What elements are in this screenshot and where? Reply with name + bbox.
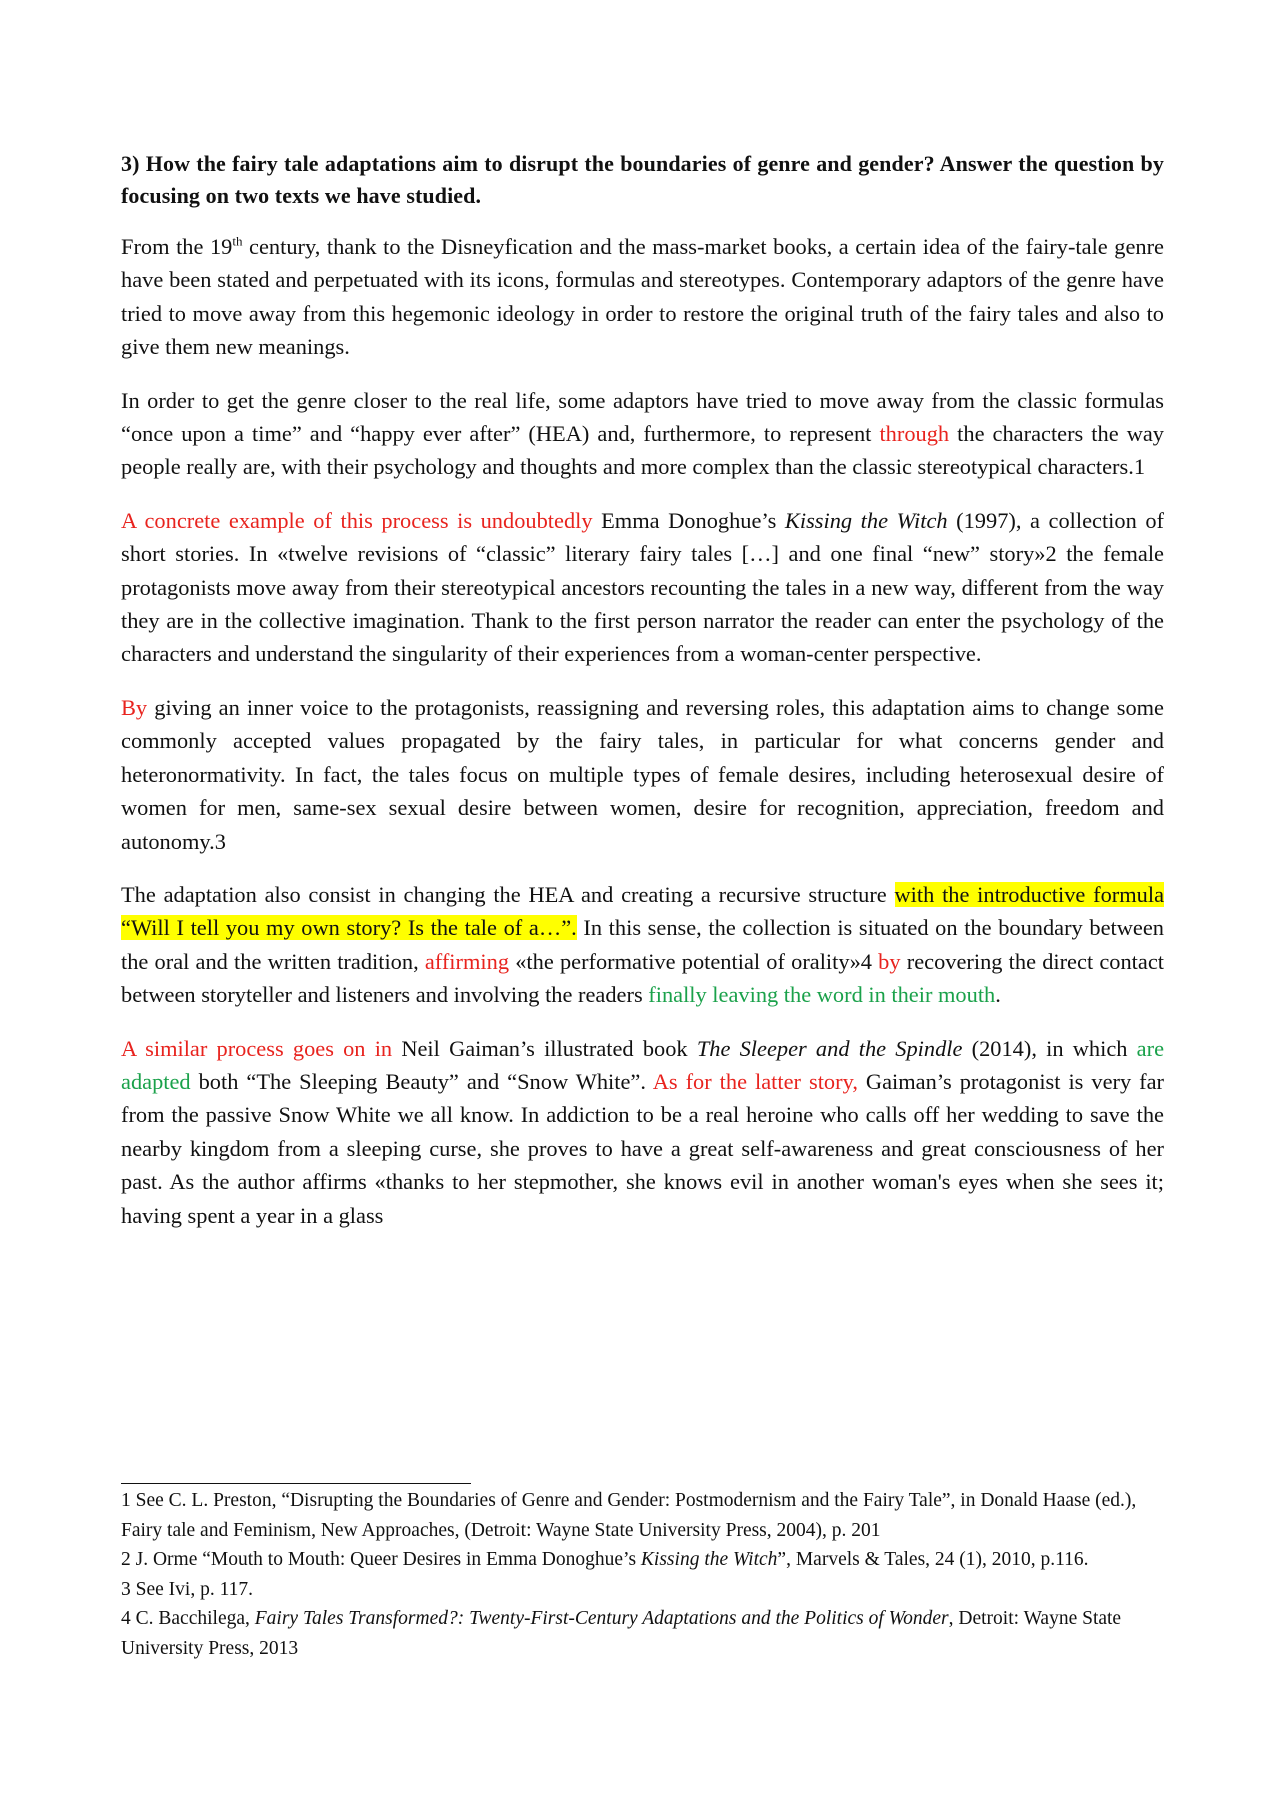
question-heading: 3) How the fairy tale adaptations aim to disrupt the boundaries of genre and gender? Answer the question by focusing on two texts we have studied. xyxy=(121,151,1164,208)
p3-red-phrase: A concrete example of this process is undoubtedly xyxy=(121,507,593,533)
paragraph-1 xyxy=(121,230,1164,364)
footnote-4-text-a: 4 C. Bacchilega, xyxy=(121,1608,255,1629)
footnote-4 xyxy=(121,1604,1164,1663)
p6-red-phrase-1: A similar process goes on in xyxy=(121,1035,393,1061)
p6-red-phrase-2: As for the latter story, xyxy=(652,1068,858,1094)
p5-text-c: «the performative potential of orality»4 xyxy=(509,948,879,974)
p6-text-a: Neil Gaiman’s illustrated book xyxy=(392,1035,697,1061)
essay-body xyxy=(121,148,1164,1252)
p5-text-b: In this sense, the collection is situated on the boundary between the oral and the written tradition, xyxy=(121,915,1164,974)
p2-text-b: the characters the way people really are, with their psychology and thoughts and more complex than the classic stereotypical characters.1 xyxy=(121,421,1165,480)
p4-text-a: giving an inner voice to the protagonists, reassigning and reversing roles, this adaptation aims to change some commonly accepted values propagated by the fairy tales, in particular for what concerns gender and heteronormativity. In fact, the tales focus on multiple types of female desires, including heterosexual desire of women for men, same-sex sexual desire between women, desire for recognition, appreciation, freedom and autonomy.3 xyxy=(121,694,1164,854)
p5-text-e: . xyxy=(995,982,1001,1008)
p5-green-phrase: finally leaving the word in their mouth xyxy=(648,982,996,1008)
p5-highlighted-phrase: with the introductive formula “Will I tell you my own story? Is the tale of a…”. xyxy=(121,881,1165,941)
footnote-2-text-a: 2 J. Orme “Mouth to Mouth: Queer Desires in Emma Donoghue’s xyxy=(121,1549,641,1570)
p5-red-word-2: by xyxy=(878,948,901,974)
p2-red-word: through xyxy=(879,421,950,447)
p6-green-phrase: are adapted xyxy=(121,1035,1165,1094)
footnote-4-text-b: , Detroit: Wayne State University Press, 2013 xyxy=(121,1608,1122,1659)
footnote-separator xyxy=(121,1483,471,1484)
p1-text-a: From the 19 xyxy=(121,234,233,259)
footnote-2-title: Kissing the Witch xyxy=(640,1549,778,1570)
footnote-2-text-b: ”, Marvels & Tales, 24 (1), 2010, p.116. xyxy=(777,1549,1089,1570)
p1-superscript: th xyxy=(232,233,243,249)
p6-text-b: (2014), in which xyxy=(962,1035,1137,1061)
footnote-2 xyxy=(121,1545,1164,1575)
p3-text-b: (1997), a collection of short stories. In «twelve revisions of “classic” literary fairy tales […] and one final “new” story»2 the female protagonists move away from their stereotypical ancestors recounting the tales in a new way, different from the way they are in the collective imagination. Thank to the first person narrator the reader can enter the psychology of the characters and understand the singularity of their experiences from a woman-center perspective. xyxy=(121,507,1165,667)
footnote-1: 1 See C. L. Preston, “Disrupting the Boundaries of Genre and Gender: Postmodernism and the Fairy Tale”, in Donald Haase (ed.), Fairy tale and Feminism, New Approaches, (Detroit: Wayne State University Press, 2004), p. 201 xyxy=(121,1490,1137,1541)
p6-text-c: both “The Sleeping Beauty” and “Snow White”. xyxy=(190,1068,653,1094)
footnotes xyxy=(121,1486,1164,1663)
p4-red-word: By xyxy=(121,694,148,720)
paragraph-3 xyxy=(121,504,1164,671)
paragraph-6 xyxy=(121,1032,1164,1232)
paragraph-2 xyxy=(121,384,1164,484)
p6-book-title: The Sleeper and the Spindle xyxy=(696,1035,963,1061)
p5-text-d: recovering the direct contact between storyteller and listeners and involving the readers xyxy=(121,948,1164,1008)
footnote-3: 3 See Ivi, p. 117. xyxy=(121,1578,253,1600)
p6-text-d: Gaiman’s protagonist is very far from the passive Snow White we all know. In addiction to be a real heroine who calls off her wedding to save the nearby kingdom from a sleeping curse, she proves to have a great self-awareness and great consciousness of her past. As the author affirms «thanks to her stepmother, she knows evil in another woman's eyes when she sees it; having spent a year in a glass xyxy=(121,1068,1165,1228)
p2-text-a: In order to get the genre closer to the real life, some adaptors have tried to move away from the classic formulas “once upon a time” and “happy ever after” (HEA) and, furthermore, to represent xyxy=(121,387,1164,447)
paragraph-5 xyxy=(121,878,1164,1012)
p3-book-title: Kissing the Witch xyxy=(784,507,948,533)
p5-red-word-1: affirming xyxy=(424,948,510,974)
p5-text-a: The adaptation also consist in changing the HEA and creating a recursive structure xyxy=(121,881,895,907)
footnote-4-title: Fairy Tales Transformed?: Twenty-First-Century Adaptations and the Politics of Wonder xyxy=(254,1608,949,1629)
paragraph-4 xyxy=(121,691,1164,858)
p1-text-b: century, thank to the Disneyfication and the mass-market books, a certain idea of the fairy-tale genre have been stated and perpetuated with its icons, formulas and stereotypes. Contemporary adaptors of the genre have tried to move away from this hegemonic ideology in order to restore the original truth of the fairy tales and also to give them new meanings. xyxy=(121,234,1164,360)
p3-text-a: Emma Donoghue’s xyxy=(592,507,785,533)
